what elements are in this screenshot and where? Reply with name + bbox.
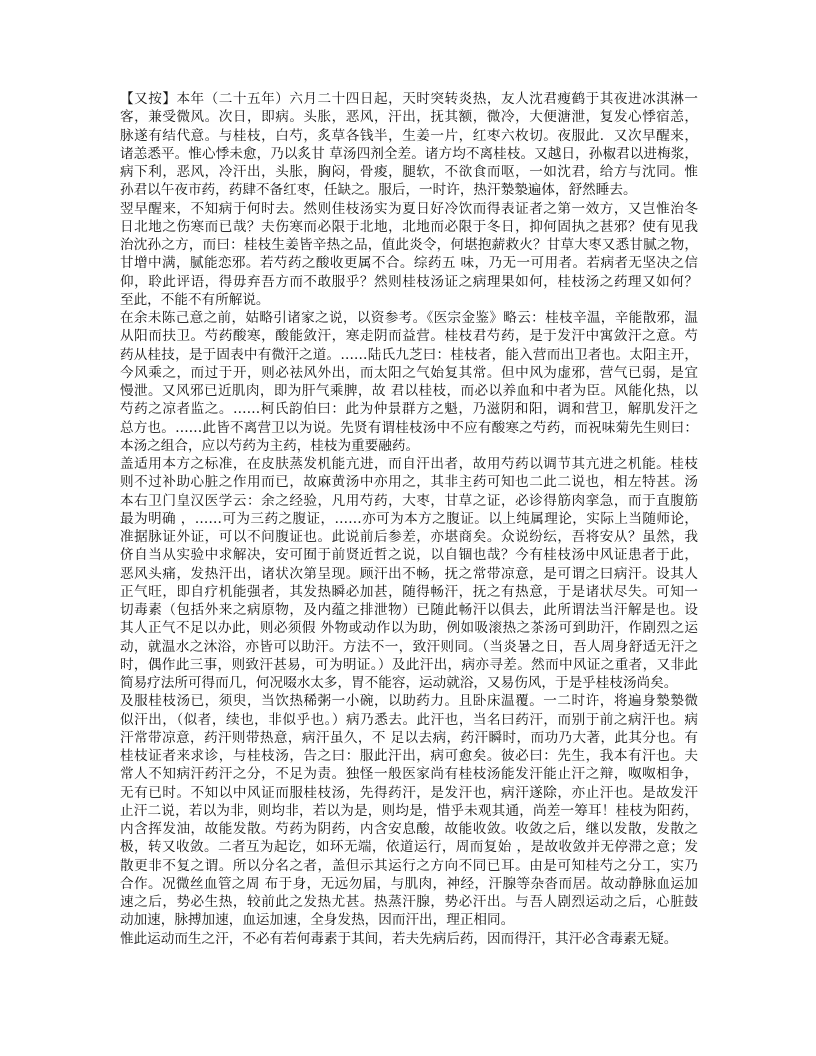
text-line: 今风乘之，而过于开，则必祛风外出，而太阳之气始复其常。但中风为虚邪，营气已弱，是宜 [120, 364, 698, 381]
text-line: 常人不知病汗药汗之分，不足为责。独怪一般医家尚有桂枝汤能发汗能止汗之辩，呶呶相争， [120, 766, 698, 783]
text-line: 止汗二说，若以为非，则均非，若以为是，则均是，惜乎未观其通，尚差一筹耳！桂枝为阳药， [120, 802, 698, 819]
text-line: 脉遂有结代意。与桂枝，白芍，炙草各钱半，生姜一片，红枣六枚切。夜服此．又次早醒来， [120, 127, 698, 144]
text-line: 动，就温水之沐浴，亦皆可以助汗。方法不一，致汗则同。（当炎暑之日，吾人周身舒适无汗之 [120, 638, 698, 655]
text-line: 慢泄。又风邪已近肌肉，即为肝气乘脾，故 君以桂枝，而必以养血和中者为臣。风能化热，以 [120, 383, 698, 399]
text-line: 从阳而扶卫。芍药酸寒，酸能敛汗，寒走阴而益营。桂枝君芍药，是于发汗中寓敛汗之意。芍 [120, 328, 698, 345]
text-line: 切毒素（包括外来之病原物，及内蕴之排泄物）已随此畅汗以俱去，此所谓法当汗解是也。设 [120, 602, 698, 618]
text-line: 客，兼受微风。次日，即病。头胀，恶风，汗出，抚其额，微冷，大便溏泄，复发心悸宿恙， [120, 109, 698, 126]
text-line: 盖适用本方之标准，在皮肤蒸发机能亢进，而自汗出者，故用芍药以调节其亢进之机能。桂枝 [120, 456, 698, 472]
text-line: 简易疗法所可得而几，何况啜水太多，胃不能容，运动就浴，又易伤风，于是乎桂枝汤尚矣。 [120, 675, 678, 691]
text-line: 速之后，势必生热，较前此之发热尤甚。热蒸汗腺，势必汗出。与吾人剧烈运动之后，心脏鼓 [120, 894, 698, 910]
text-line: 惟此运动而生之汗，不必有若何毒素于其间，若夫先病后药，因而得汗，其汗必含毒素无疑。 [120, 930, 678, 947]
text-line: 至此，不能不有所解说。 [120, 291, 270, 308]
paragraph [120, 930, 698, 948]
text-line: 侪自当从实验中求解决，安可囿于前贤近哲之说，以自锢也哉？今有桂枝汤中风证患者于此， [120, 547, 698, 564]
text-line: 准据脉证外证，可以不问腹证也。此说前后参差，亦堪商矣。众说纷纭，吾将安从？虽然，我 [120, 529, 698, 545]
document-body [120, 90, 698, 948]
text-line: 诸恙悉平。惟心悸未愈，乃以炙甘 草汤四剂全差。诸方均不离桂枝。又越日，孙椒君以进梅浆， [120, 145, 698, 162]
paragraph [120, 200, 698, 310]
paragraph [120, 692, 698, 929]
text-line: 【又按】本年（二十五年）六月二十四日起，天时突转炎热，友人沈君瘦鹤于其夜进冰淇淋一 [120, 91, 698, 107]
text-line: 时，偶作此三事，则致汗甚易，可为明证。）及此汗出，病亦寻差。然而中风证之重者，又非此 [120, 656, 698, 673]
text-line: 汗常带凉意，药汗则带热意，病汗虽久，不 足以去病，药汗瞬时，而功乃大著，此其分也。有 [120, 729, 698, 746]
paragraph [120, 455, 698, 692]
text-line: 总方也。……此皆不离营卫以为说。先贤有谓桂枝汤中不应有酸寒之芍药，而祝味菊先生则曰： [120, 419, 698, 436]
paragraph [120, 309, 698, 455]
text-line: 甘增中满，腻能恋邪。若芍药之酸收更属不合。综药五 味，乃无一可用者。若病者无坚决之信 [120, 255, 698, 272]
text-line: 治沈孙之方，而曰：桂枝生姜皆辛热之品，值此炎令，何堪抱薪救火？甘草大枣又悉甘腻之物， [120, 237, 698, 253]
text-line: 则不过补助心脏之作用而已，故麻黄汤中亦用之，其非主药可知也二此二说也，相左特甚。汤 [120, 474, 698, 491]
text-line: 正气旺，即自疗机能强者，其发热瞬必加甚，随得畅汗，抚之有热意，于是诸状尽失。可知一 [120, 583, 698, 600]
text-line: 及服桂枝汤已，须臾，当饮热稀粥一小碗，以助药力。且卧床温覆。一二时许，将遍身漐漐微 [120, 693, 698, 710]
text-line: 动加速，脉搏加速，血运加速，全身发热，因而汗出，理正相同。 [120, 912, 515, 929]
text-line: 在余未陈己意之前，姑略引诸家之说，以资参考。《医宗金鉴》略云：桂枝辛温，辛能散邪，温 [120, 310, 698, 326]
text-line: 最为明确 ，……可为三药之腹证，……亦可为本方之腹证。以上纯属理论，实际上当随师论， [120, 510, 698, 527]
text-line: 病下利，恶风，冷汗出，头胀，胸闷，骨痠，腿软，不欲食而呕，一如沈君，给方与沈同。惟 [120, 164, 698, 180]
text-line: 合作。况微丝血管之周 布于身，无远勿届，与肌肉，神经，汗腺等杂沓而居。故动静脉血运加 [120, 875, 698, 892]
text-line: 极，转又收敛。二者互为起讫，如环无端，依道运行，周而复始 ，是故收敛并无停滞之意；发 [120, 839, 698, 856]
paragraph [120, 90, 698, 200]
text-line: 其人正气不足以办此，则必须假 外物或动作以为助，例如吸滚热之茶汤可到助汗，作剧烈之运 [120, 620, 698, 637]
text-line: 孙君以午夜市药，药肆不备红枣，任缺之。服后，一时许，热汗漐漐遍体，舒然睡去。 [120, 182, 637, 199]
text-line: 似汗出，（似者，续也，非似乎也。）病乃悉去。此汗也，当名曰药汗，而别于前之病汗也。病 [120, 711, 698, 728]
text-line: 本右卫门皇汉医学云：余之经验，凡用芍药，大枣，甘草之证，必诊得筋肉挛急，而于直腹筋 [120, 492, 698, 509]
text-line: 散更非不复之谓。所以分名之者，盖但示其运行之方向不同已耳。由是可知桂芍之分工，实乃 [120, 857, 698, 874]
text-line: 桂枝证者来求诊，与桂枝汤，告之曰：服此汗出，病可愈矣。彼必曰：先生，我本有汗也。夫 [120, 748, 698, 764]
text-line: 仰，聆此评语，得毋弃吾方而不敢服乎？然则桂枝汤证之病理果如何，桂枝汤之药理又如何？ [120, 273, 698, 290]
text-line: 药从桂技，是于固表中有微汗之道。……陆氏九芝曰：桂枝者，能入营而出卫者也。太阳主开， [120, 346, 698, 363]
text-line: 日北地之伤寒而已哉？夫伤寒而必限于北地，北地而必限于冬日，抑何固执之甚邪？使有见我 [120, 218, 698, 235]
text-line: 内含挥发油，故能发散。芍药为阴药，内含安息酸，故能收敛。收敛之后，继以发散，发散之 [120, 821, 698, 837]
text-line: 芍药之凉者监之。……柯氏韵伯曰：此为仲景群方之魁，乃滋阴和阳，调和营卫，解肌发汗之 [120, 401, 698, 418]
text-line: 恶风头痛，发热汗出，诸状次第呈现。顾汗出不畅，抚之常带凉意，是可谓之曰病汗。设其人 [120, 565, 698, 582]
text-line: 本汤之组合，应以芍药为主药，桂枝为重要融药。 [120, 437, 420, 454]
text-line: 无有已时。不知以中风证而服桂枝汤，先得药汗，是发汗也，病汗遂除，亦止汗也。是故发汗 [120, 784, 698, 801]
text-line: 翌早醒来，不知病于何时去。然则佳枝汤实为夏日好冷饮而得表证者之第一效方，又岂惟治冬 [120, 200, 698, 217]
